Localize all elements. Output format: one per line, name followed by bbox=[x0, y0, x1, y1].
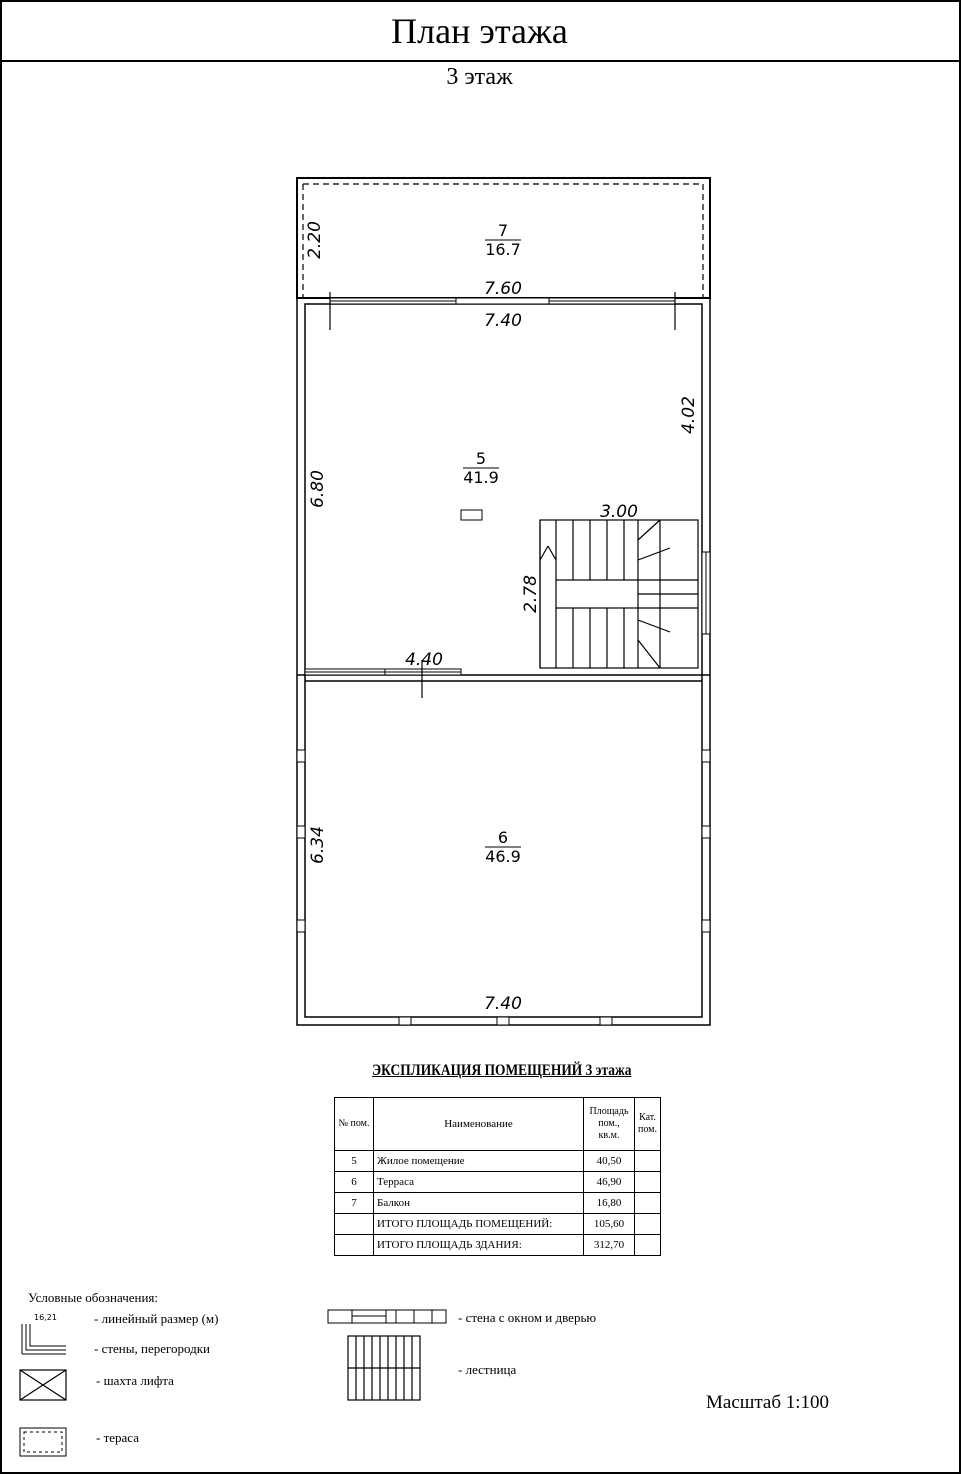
room-label-7 bbox=[485, 221, 521, 259]
room-area: 16.7 bbox=[485, 240, 521, 259]
room-number: 6 bbox=[497, 828, 509, 847]
exterior-walls bbox=[297, 298, 710, 1025]
total-value: 105,60 bbox=[584, 1214, 635, 1235]
legend-elevator: - шахта лифта bbox=[96, 1373, 174, 1388]
row-name: Жилое помещение bbox=[374, 1151, 584, 1172]
legend-terrace-symbol bbox=[20, 1428, 66, 1456]
floor-label: 3 этаж bbox=[446, 64, 513, 90]
staircase bbox=[540, 520, 698, 668]
row-category bbox=[635, 1151, 661, 1172]
row-name: Терраса bbox=[374, 1172, 584, 1193]
total-empty-cell bbox=[635, 1235, 661, 1256]
legend-wall-symbol bbox=[26, 1324, 66, 1350]
dimension-ticks bbox=[330, 292, 675, 698]
row-number: 7 bbox=[335, 1193, 374, 1214]
header-name: Наименование bbox=[374, 1098, 584, 1151]
header-category: Кат. пом. bbox=[635, 1098, 661, 1151]
terrace-posts bbox=[297, 750, 710, 1025]
legend-stairs: - лестница bbox=[458, 1362, 517, 1377]
dimension-label: 3.00 bbox=[600, 502, 638, 522]
total-value: 312,70 bbox=[584, 1235, 635, 1256]
total-label: ИТОГО ПЛОЩАДЬ ПОМЕЩЕНИЙ: bbox=[374, 1214, 584, 1235]
legend-walls: - стены, перегородки bbox=[94, 1341, 211, 1356]
legend-window-door-symbol bbox=[328, 1310, 446, 1323]
total-row bbox=[335, 1235, 661, 1256]
dimension-label: 4.02 bbox=[679, 396, 699, 434]
header-number: № пом. bbox=[335, 1098, 374, 1151]
row-area: 46,90 bbox=[584, 1172, 635, 1193]
dimension-label: 2.20 bbox=[305, 221, 325, 259]
row-area: 40,50 bbox=[584, 1151, 635, 1172]
table-row bbox=[335, 1151, 661, 1172]
legend-linear-size: - линейный размер (м) bbox=[94, 1311, 219, 1326]
window-right bbox=[702, 552, 710, 634]
dimension-label: 4.40 bbox=[405, 650, 443, 670]
dimension-label: 7.40 bbox=[484, 994, 522, 1014]
legend-sample-dimension: 16,21 bbox=[34, 1313, 57, 1322]
legend-terrace: - тераса bbox=[96, 1430, 139, 1445]
dimension-label: 2.78 bbox=[521, 575, 541, 613]
total-empty-cell bbox=[335, 1235, 374, 1256]
explication-title: ЭКСПЛИКАЦИЯ ПОМЕЩЕНИЙ 3 этажа bbox=[372, 1062, 632, 1079]
table-header-row bbox=[335, 1098, 661, 1151]
legend-title: Условные обозначения: bbox=[28, 1290, 159, 1305]
room-area: 41.9 bbox=[463, 468, 499, 487]
explication-table bbox=[334, 1097, 661, 1256]
row-name: Балкон bbox=[374, 1193, 584, 1214]
legend-stairs-symbol bbox=[348, 1336, 420, 1400]
fixture-marker bbox=[461, 510, 482, 520]
row-category bbox=[635, 1172, 661, 1193]
dimension-label: 6.80 bbox=[308, 470, 328, 508]
total-empty-cell bbox=[335, 1214, 374, 1235]
dimension-label: 6.34 bbox=[308, 826, 328, 864]
total-empty-cell bbox=[635, 1214, 661, 1235]
legend-elevator-symbol bbox=[20, 1370, 66, 1400]
dimension-label: 7.60 bbox=[484, 279, 522, 299]
total-label: ИТОГО ПЛОЩАДЬ ЗДАНИЯ: bbox=[374, 1235, 584, 1256]
table-row bbox=[335, 1172, 661, 1193]
legend-window-door: - стена с окном и дверью bbox=[458, 1310, 597, 1325]
table-row bbox=[335, 1193, 661, 1214]
dimension-label: 7.40 bbox=[484, 311, 522, 331]
header-area: Площадь пом., кв.м. bbox=[584, 1098, 635, 1151]
total-row bbox=[335, 1214, 661, 1235]
drawing-title: План этажа bbox=[391, 11, 568, 51]
scale-label: Масштаб 1:100 bbox=[706, 1392, 830, 1413]
room-area: 46.9 bbox=[485, 847, 521, 866]
room-number: 7 bbox=[497, 221, 509, 240]
room-label-5 bbox=[463, 449, 499, 487]
row-area: 16,80 bbox=[584, 1193, 635, 1214]
row-category bbox=[635, 1193, 661, 1214]
room-label-6 bbox=[485, 828, 521, 866]
room-number: 5 bbox=[475, 449, 487, 468]
row-number: 5 bbox=[335, 1151, 374, 1172]
row-number: 6 bbox=[335, 1172, 374, 1193]
